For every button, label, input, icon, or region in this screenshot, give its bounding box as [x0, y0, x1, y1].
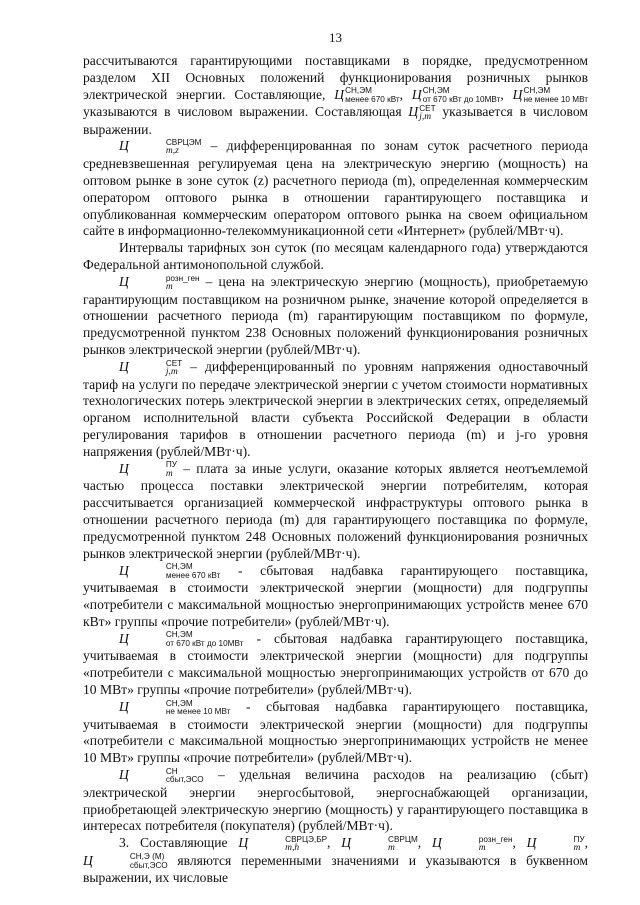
symbol-c-rozn-gen: Ц розн_ген m — [119, 273, 200, 293]
paragraph-3: Интервалы тарифных зон суток (по месяцам календарного года) утверждаются Федеральной антимонопольной службой. — [83, 240, 588, 273]
symbol-c-sn-em-less670: Ц СН,ЭМ менее 670 кВт — [334, 86, 400, 104]
symbol-c-svrcz-br-mh: Ц СВРЦЭ,БР m,h — [238, 834, 328, 854]
paragraph-9: Ц СН,ЭМ не менее 10 МВт - сбытовая надбавка гарантирующего поставщика, учитываемая в стоимости электрической энергии (мощности) для подгруппы «потребители с максимальной мощностью энергопринимающих устройств не менее 10 МВт» группы «прочие потребители» (рублей/МВт·ч). — [83, 698, 588, 766]
symbol-c-svrcem-mz: Ц СВРЦЭМ m,z — [119, 137, 202, 157]
symbol-c-sn-sbyt-eso: Ц СН сбыт,ЭСО — [119, 766, 204, 785]
paragraph-5: Ц СЕТ j,m – дифференцированный по уровням напряжения одноставочный тариф на услуги по передаче электрической энергии с учетом стоимости нормативных технологических потерь электрической энергии в электрических сетях, определяемый органом исполнительной власти субъекта Российской Федерации в области регулирования тарифов в отношении расчетного периода (m) и j-го уровня напряжения (рублей/МВт·ч). — [83, 358, 588, 460]
symbol-c-sn-em-ge10-2: Ц СН,ЭМ не менее 10 МВт — [119, 698, 231, 717]
symbol-c-sn-e-m-sbyt-eso: Ц СН,Э (М) сбыт,ЭСО — [83, 852, 168, 870]
symbol-c-sn-em-less670-2: Ц СН,ЭМ менее 670 кВт — [119, 562, 221, 580]
symbol-c-sn-em-670to10: Ц СН,ЭМ от 670 кВт до 10МВт — [411, 86, 501, 104]
symbol-c-rozn-gen-2: Ц розн_ген m — [431, 834, 513, 854]
symbol-c-sn-em-670to10-2: Ц СН,ЭМ от 670 кВт до 10МВт — [119, 630, 244, 648]
paragraph-1: рассчитываются гарантирующими поставщиками в порядке, предусмотренном разделом XII Основных положений функционирования розничных рынков электрической энергии. Составляющие, Ц СН,ЭМ менее 670 кВт , Ц СН,ЭМ от 670 кВт до 10МВт , Ц СН,ЭМ не менее 10 МВт указываются в числовом выражении. Составляющая Ц СЕТ j,m указывается в числовом выражении. — [83, 53, 589, 137]
paragraph-2: Ц СВРЦЭМ m,z – дифференцированная по зонам суток расчетного периода средневзвешенная регулируемая цена на электрическую энергию (мощность) на оптовом рынке в зоне суток (z) расчетного периода (m), определенная коммерческим оператором оптового рынка в отношении гарантирующего поставщика и опубликованная коммерческим оператором оптового рынка на своем официальном сайте в информационно-телекоммуникационной сети «Интернет» (рублей/МВт·ч). — [83, 137, 588, 239]
symbol-c-svrcm: Ц СВРЦМ m — [341, 834, 418, 854]
paragraph-6: Ц ПУ m – плата за иные услуги, оказание которых является неотъемлемой частью процесса поставки электрической энергии потребителям, которая рассчитывается организацией коммерческой инфраструктуры оптового рынка в отношении расчетного периода (m) для гарантирующего поставщика по формуле, предусмотренной пунктом 248 Основных положений функционирования розничных рынков электрической энергии (рублей/МВт·ч). — [83, 460, 588, 562]
symbol-c-set-jm: Ц СЕТ j,m — [408, 103, 436, 123]
document-body — [83, 53, 588, 887]
paragraph-11: 3. Составляющие Ц СВРЦЭ,БР m,h , Ц СВРЦМ m , Ц розн_ген m , Ц ПУ m , Ц СН,Э (М) сбыт,ЭСО являются переменными значениями и указываются в буквенном выражении, их числовые — [83, 834, 588, 886]
page-number: 13 — [329, 30, 342, 45]
symbol-c-sn-em-ge10: Ц СН,ЭМ не менее 10 МВт — [512, 86, 589, 104]
paragraph-7: Ц СН,ЭМ менее 670 кВт - сбытовая надбавка гарантирующего поставщика, учитываемая в стоимости электрической энергии (мощности) для подгруппы «потребители с максимальной мощностью энергопринимающих устройств менее 670 кВт» группы «прочие потребители» (рублей/МВт·ч). — [83, 562, 588, 630]
symbol-c-pu: Ц ПУ m — [119, 460, 177, 479]
symbol-c-pu-2: Ц ПУ m — [526, 834, 585, 854]
paragraph-8: Ц СН,ЭМ от 670 кВт до 10МВт - сбытовая надбавка гарантирующего поставщика, учитываемая в стоимости электрической энергии (мощности) для подгруппы «потребители с максимальной мощностью энергопринимающих устройств от 670 до 10 МВт» группы «прочие потребители» (рублей/МВт·ч). — [83, 630, 588, 698]
symbol-c-set-jm-2: Ц СЕТ j,m — [119, 358, 183, 378]
paragraph-4: Ц розн_ген m – цена на электрическую энергию (мощность), приобретаемую гарантирующим поставщиком на розничном рынке, значение которой определяется в отношении расчетного периода (m) гарантирующим поставщиком по формуле, предусмотренной пунктом 238 Основных положений функционирования розничных рынков электрической энергии (рублей/МВт·ч). — [83, 273, 588, 358]
paragraph-10: Ц СН сбыт,ЭСО – удельная величина расходов на реализацию (сбыт) электрической энергии энергосбытовой, энергоснабжающей организации, приобретающей электрическую энергию (мощность) у гарантирующего поставщика в интересах потребителя (покупателя) (рублей/МВт·ч). — [83, 766, 588, 834]
